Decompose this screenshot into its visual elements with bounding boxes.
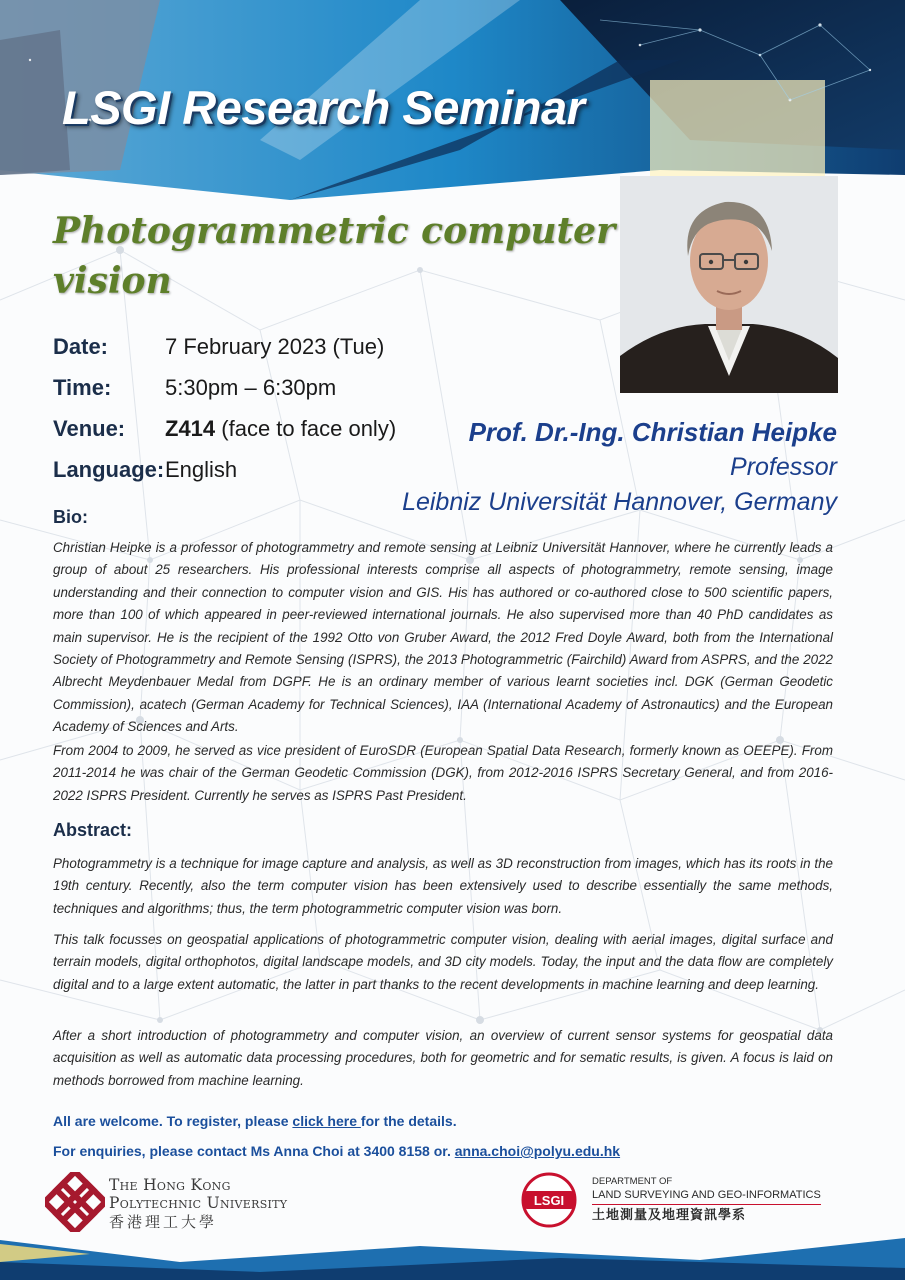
polyu-wordmark [109,1176,287,1232]
register-prefix: All are welcome. To register, please [53,1113,293,1129]
time-value: 5:30pm – 6:30pm [165,375,337,400]
lsgi-emblem-icon [516,1172,582,1228]
bio-heading: Bio: [53,507,88,527]
abstract-paragraph-1: Photogrammetry is a technique for image capture and analysis, as well as 3D reconstruction from images, which has its roots in the 19th century. Recently, also the term computer vision has been extensively used to describe essentially the same methods, techniques and algorithms; thus, the term photogrammetric computer vision was born. [53,856,833,916]
abstract-heading: Abstract: [53,820,133,840]
email-link[interactable]: anna.choi@polyu.edu.hk [454,1143,621,1159]
time-label: Time: [53,375,112,400]
lsgi-line-1: DEPARTMENT OF [592,1176,673,1187]
talk-title: Photogrammetric computer vision [53,210,616,302]
polyu-line-1: The Hong Kong [109,1176,231,1194]
enquiry-prefix: For enquiries, please contact Ms Anna Choi at 3400 8158 or. [53,1143,455,1159]
polyu-emblem-icon [45,1172,105,1232]
speaker-portrait-icon [620,176,838,393]
register-line [53,1113,457,1129]
banner-title: LSGI Research Seminar [62,81,585,134]
bio-paragraph-1: Christian Heipke is a professor of photogrammetry and remote sensing at Leibniz Universität Hannover, where he currently leads a group of about 25 researchers. His professional interests comprise all aspects of photogrammetry, remote sensing, image understanding and their connection to computer vision and GIS. His has authored or co-authored close to 500 scientific papers, more than 100 of which appeared in peer-reviewed international journals. He also supervised more than 40 PhD candidates as main supervisor. He is the recipient of the 1992 Otto von Gruber Award, the 2012 Fred Doyle Award, both from the International Society of Photogrammetry and Remote Sensing (ISPRS), the 2013 Photogrammetric (Fairchild) Award from ASPRS, and the 2022 Albrecht Meydenbauer Medal from DGPF. He is an ordinary member of various learnt societies incl. DGK (German Geodetic Commission), acatech (German Academy for Technical Sciences), IAA (International Academy of Astronautics) and the European Academy of Sciences and Arts. [53,540,833,735]
speaker-position: Professor [730,453,837,481]
date-value: 7 February 2023 (Tue) [165,334,385,359]
lsgi-line-2: LAND SURVEYING AND GEO-INFORMATICS [592,1188,821,1205]
enquiry-line [53,1143,620,1159]
footer-band [0,1232,905,1280]
venue-note: (face to face only) [221,416,397,441]
venue-label: Venue: [53,416,126,441]
date-label: Date: [53,334,109,359]
speaker-name: Prof. Dr.-Ing. Christian Heipke [468,417,837,447]
venue-room: Z414 [165,416,216,441]
lsgi-mark-text: LSGI [533,1193,565,1208]
speaker-photo [620,176,838,393]
bio-paragraph-2: From 2004 to 2009, he served as vice president of EuroSDR (European Spatial Data Research, formerly known as OEEPE). From 2011-2014 he was chair of the German Geodetic Commission (DGK), from 2012-2016 ISPRS Secretary General, and from 2016-2022 ISPRS President. Currently he serves as ISPRS Past President. [53,743,833,803]
language-label: Language: [53,457,165,482]
language-value: English [165,457,238,482]
polyu-line-2: Polytechnic University [109,1194,288,1212]
abstract-paragraph-3: After a short introduction of photogrammetry and computer vision, an overview of current sensor systems for geospatial data acquisition as well as automatic data processing procedures, both for geometric and for sematic results, is given. A focus is laid on methods borrowed from machine learning. [53,1028,833,1088]
lsgi-chinese-name: 土地測量及地理資訊學系 [592,1207,747,1222]
abstract-paragraph-2: This talk focusses on geospatial applications of photogrammetric computer vision, dealing with aerial images, digital surface and terrain models, digital orthophotos, digital landscape models, and 3D city models. Today, the input and the data flow are completely digital and to a large extent automatic, the latter in part thanks to the recent developments in machine learning and deep learning. [53,932,833,992]
speaker-affiliation: Leibniz Universität Hannover, Germany [402,488,837,516]
polyu-chinese-name: 香港理工大學 [109,1213,218,1231]
polyu-logo [45,1172,365,1236]
lsgi-logo [516,1172,836,1232]
register-link[interactable]: click here [292,1113,361,1129]
lsgi-wordmark [592,1176,821,1225]
register-suffix: for the details. [360,1113,457,1129]
venue-value [165,416,396,442]
